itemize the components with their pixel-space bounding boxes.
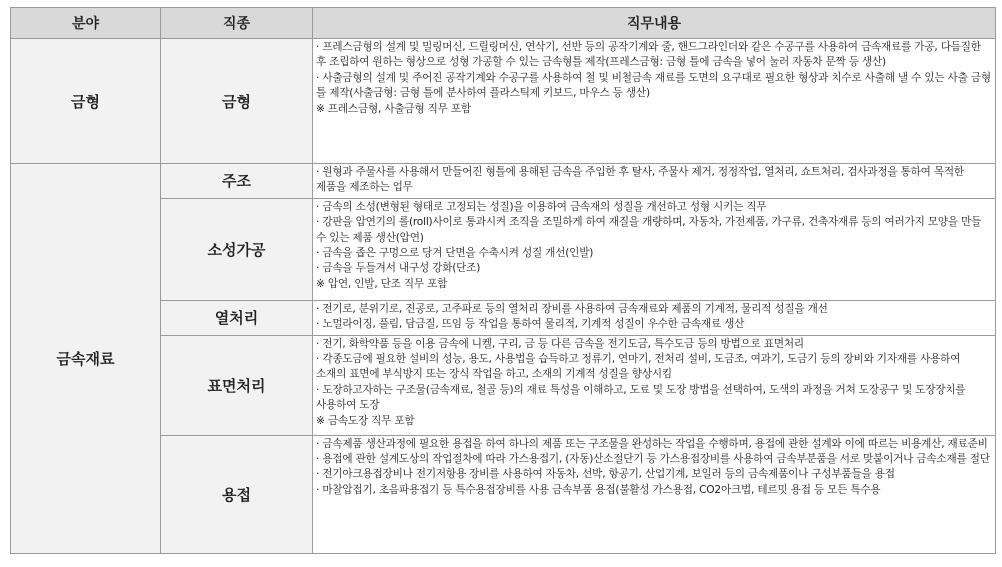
description-cell <box>313 39 996 164</box>
description-line: · 마찰압접기, 초음파용접기 등 특수용접장비를 사용 금속부품 용접(불활성 가스용접, CO2아크법, 테르밋 용접 등 모든 특수용 <box>316 483 881 496</box>
description-line: · 원형과 주물사를 사용해서 만들어진 형틀에 용해된 금속을 주입한 후 탈사, 주물사 제거, 정정작업, 열처리, 쇼트처리, 검사과정을 통하여 목적한 제품을 제조하는 업무 <box>316 166 964 194</box>
job-cell: 주조 <box>161 164 313 199</box>
description-line: · 금속의 소성(변형된 형태로 고정되는 성질)을 이용하여 금속재의 성질을 개선하고 성형 시키는 직무 <box>316 200 767 213</box>
header-content: 직무내용 <box>313 8 996 39</box>
description-cell <box>313 300 996 335</box>
job-description-table <box>10 7 996 554</box>
job-cell: 소성가공 <box>161 198 313 300</box>
header-job: 직종 <box>161 8 313 39</box>
description-line: ※ 프레스금형, 사출금형 직무 포함 <box>316 102 471 115</box>
header-field: 분야 <box>11 8 161 39</box>
description-line: · 전기, 화학약품 등을 이용 금속에 니켈, 구리, 금 등 다른 금속을 전기도금, 특수도금 등의 방법으로 표면처리 <box>316 337 804 350</box>
field-cell: 금형 <box>11 39 161 164</box>
description-line: · 용접에 관한 설계도상의 작업절차에 따라 가스용접기, (자동)산소절단기 등 가스용접장비를 사용하여 금속부분품을 서로 맞붙이거나 금속소재를 절단 <box>316 453 990 466</box>
description-line: · 금속을 두들겨서 내구성 강화(단조) <box>316 262 481 275</box>
field-cell: 금속재료 <box>11 164 161 554</box>
table-row <box>11 164 996 199</box>
description-line: · 금속제품 생산과정에 필요한 용접을 하여 하나의 제품 또는 구조물을 완성하는 작업을 수행하며, 용접에 관한 설계와 이에 따르는 비용계산, 재료준비 <box>316 437 988 450</box>
description-line: · 전기로, 분위기로, 진공로, 고주파로 등의 열처리 장비를 사용하여 금속재료와 제품의 기계적, 물리적 성질을 개선 <box>316 302 828 315</box>
description-line: · 금속을 좁은 구멍으로 당겨 단면을 수축시켜 성질 개선(인발) <box>316 247 594 260</box>
description-line: · 노멀라이징, 풀림, 담금질, 뜨임 등 작업을 통하여 물리적, 기계적 성질이 우수한 금속재료 생산 <box>316 318 745 331</box>
description-line: · 각종도금에 필요한 설비의 성능, 용도, 사용법을 습득하고 정류기, 연마기, 전처리 설비, 도금조, 여과기, 도금기 등의 장비와 기자재를 사용하여 소재의 표면에 부식방지 또는 장식 작업을 하고, 소재의 기계적 성질을 향상시킴 <box>316 353 961 381</box>
description-line: · 전기아크용접장비나 전기저항용 장비를 사용하여 자동차, 선박, 항공기, 산업기계, 보일러 등의 금속제품이나 구성부품들을 용접 <box>316 468 895 481</box>
description-line: · 강판을 압연기의 롤(roll)사이로 통과시켜 조직을 조밀하게 하여 재질을 개량하며, 자동차, 가전제품, 가구류, 건축자재류 등의 여러가지 모양을 만들 수 있는 제품 생산(압연) <box>316 216 982 244</box>
job-cell: 표면처리 <box>161 335 313 435</box>
header-row <box>11 8 996 39</box>
job-cell: 금형 <box>161 39 313 164</box>
job-cell: 열처리 <box>161 300 313 335</box>
description-line: · 프레스금형의 설계 및 밀링머신, 드릴링머신, 연삭기, 선반 등의 공작기계와 줄, 핸드그라인더와 같은 수공구를 사용하여 금속재료를 가공, 다듬질한 후 조립하여 원하는 형상으로 성형 가공할 수 있는 금속형틀 제작(프레스금형: 금형 틀에 금속을 넣어 눌러 자동차 문짝 등 생산) <box>316 41 981 69</box>
description-line: · 사출금형의 설계 및 주어진 공작기계와 수공구를 사용하여 철 및 비철금속 재료를 도면의 요구대로 필요한 형상과 치수로 사출해 낼 수 있는 사출 금형 틀 제작(사출금형: 금형 틀에 분사하여 플라스틱제 키보드, 마우스 등 생산) <box>316 71 991 100</box>
description-line: ※ 압연, 인발, 단조 직무 포함 <box>316 277 448 290</box>
description-line: · 도장하고자하는 구조물(금속재료, 철골 등)의 재료 특성을 이해하고, 도료 및 도장 방법을 선택하여, 도색의 과정을 거쳐 도장공구 및 도장장치를 사용하여 도장 <box>316 383 966 412</box>
description-cell <box>313 164 996 199</box>
description-cell <box>313 435 996 553</box>
description-line: ※ 금속도장 직무 포함 <box>316 414 415 427</box>
job-cell: 용접 <box>161 435 313 553</box>
table-row <box>11 39 996 164</box>
description-cell <box>313 198 996 300</box>
description-cell <box>313 335 996 435</box>
